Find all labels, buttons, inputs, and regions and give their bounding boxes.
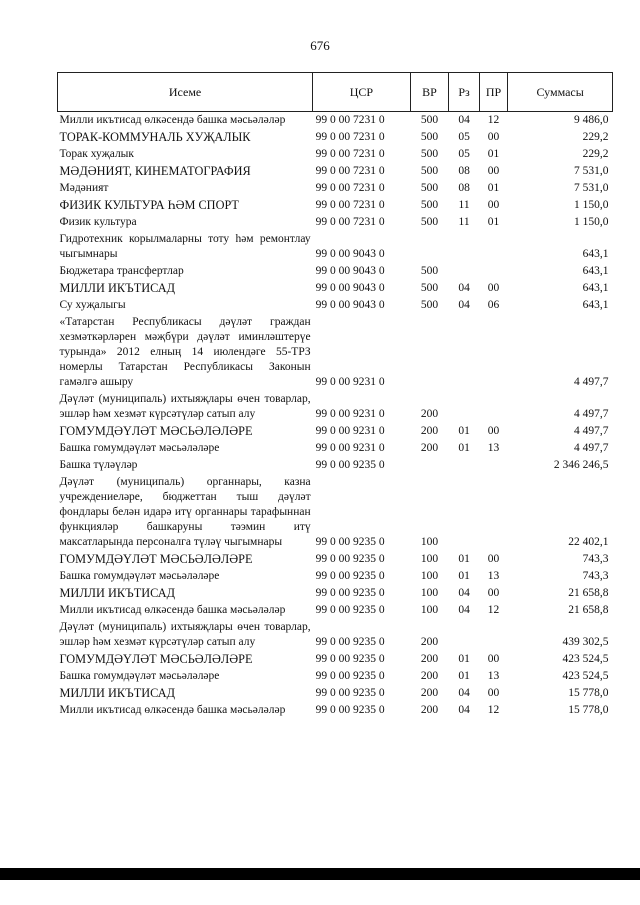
- table-row: [58, 231, 613, 263]
- cell-csr: 99 0 00 9235 0: [315, 553, 385, 565]
- cell-rz: [449, 474, 479, 551]
- cell-csr: 99 0 00 9043 0: [315, 299, 385, 311]
- table-row: [58, 702, 613, 719]
- cell-vr: 100: [420, 604, 439, 616]
- table-row: [58, 619, 613, 651]
- cell-name: Башка гомумдәүләт мәсьәләләре: [59, 570, 220, 582]
- cell-vr: 500: [420, 199, 439, 211]
- table-row: [58, 263, 613, 280]
- cell-vr: 100: [420, 570, 439, 582]
- cell-pr: 13: [487, 570, 500, 582]
- cell-name: ГОМУМДӘҮЛӘТ МӘСЬӘЛӘЛӘРЕ: [59, 652, 253, 666]
- cell-vr: [410, 314, 449, 391]
- cell-name: Су хуҗалыгы: [59, 299, 126, 311]
- cell-vr: 100: [420, 587, 439, 599]
- table-row: [58, 297, 613, 314]
- cell-csr: 99 0 00 7231 0: [315, 182, 385, 194]
- cell-sum: 1 150,0: [574, 216, 609, 228]
- page-number: 676: [310, 38, 330, 53]
- cell-rz: 08: [458, 182, 470, 194]
- cell-csr: 99 0 00 9235 0: [315, 704, 385, 716]
- table-row: [58, 474, 613, 551]
- cell-sum: 229,2: [582, 131, 609, 143]
- cell-csr: 99 0 00 7231 0: [315, 131, 385, 143]
- cell-csr: 99 0 00 9043 0: [315, 265, 385, 277]
- cell-vr: 500: [420, 165, 439, 177]
- cell-vr: 500: [420, 282, 439, 294]
- cell-name: ФИЗИК КУЛЬТУРА ҺӘМ СПОРТ: [59, 198, 239, 212]
- budget-table: [57, 72, 613, 719]
- cell-csr: 99 0 00 9235 0: [315, 459, 385, 471]
- header-name: Исеме: [58, 73, 313, 112]
- table-row: [58, 180, 613, 197]
- cell-vr: 200: [420, 653, 439, 665]
- cell-csr: 99 0 00 9235 0: [315, 570, 385, 582]
- cell-sum: 21 658,8: [568, 604, 609, 616]
- table-row: [58, 457, 613, 474]
- cell-rz: [449, 619, 479, 651]
- cell-name: ГОМУМДӘҮЛӘТ МӘСЬӘЛӘЛӘРЕ: [59, 552, 253, 566]
- cell-pr: 00: [487, 282, 500, 294]
- cell-name: Дәүләт (муниципаль) ихтыяҗлары өчен товарлар, эшләр һәм хезмәт күрсәтүләр сатып алу: [59, 621, 311, 648]
- cell-csr: 99 0 00 9235 0: [315, 670, 385, 682]
- cell-vr: 200: [420, 636, 439, 648]
- cell-rz: 11: [458, 216, 470, 228]
- cell-pr: 00: [487, 653, 500, 665]
- cell-sum: 423 524,5: [562, 670, 609, 682]
- cell-csr: 99 0 00 9231 0: [315, 408, 385, 420]
- cell-rz: 04: [458, 282, 470, 294]
- cell-name: МИЛЛИ ИКЪТИСАД: [59, 686, 175, 700]
- cell-csr: 99 0 00 9235 0: [315, 653, 385, 665]
- cell-sum: 743,3: [582, 553, 609, 565]
- cell-vr: 200: [420, 442, 439, 454]
- cell-sum: 7 531,0: [574, 182, 609, 194]
- cell-name: Дәүләт (муниципаль) ихтыяҗлары өчен товарлар, эшләр һәм хезмәт күрсәтүләр сатып алу: [59, 393, 311, 420]
- table-row: [58, 391, 613, 423]
- cell-sum: 4 497,7: [574, 425, 609, 437]
- table-row: [58, 602, 613, 619]
- cell-sum: 22 402,1: [568, 536, 609, 548]
- cell-pr: 00: [487, 587, 500, 599]
- cell-name: Бюджетара трансфертлар: [59, 265, 184, 277]
- cell-pr: 00: [487, 425, 500, 437]
- cell-sum: 21 658,8: [568, 587, 609, 599]
- cell-vr: 100: [420, 553, 439, 565]
- cell-rz: 11: [458, 199, 470, 211]
- cell-name: ТОРАК-КОММУНАЛЬ ХУҖАЛЫК: [59, 130, 251, 144]
- cell-vr: 500: [420, 131, 439, 143]
- cell-rz: [449, 314, 479, 391]
- cell-csr: 99 0 00 7231 0: [315, 216, 385, 228]
- header-vr: ВР: [410, 73, 449, 112]
- cell-csr: 99 0 00 9231 0: [315, 425, 385, 437]
- cell-name: МИЛЛИ ИКЪТИСАД: [59, 586, 175, 600]
- table-row: [58, 440, 613, 457]
- cell-name: Башка гомумдәүләт мәсьәләләре: [59, 670, 220, 682]
- cell-sum: 4 497,7: [574, 442, 609, 454]
- cell-pr: 12: [487, 704, 500, 716]
- cell-sum: 15 778,0: [568, 687, 609, 699]
- table-row: [58, 214, 613, 231]
- cell-csr: 99 0 00 7231 0: [315, 165, 385, 177]
- cell-rz: 04: [458, 704, 470, 716]
- cell-vr: 200: [420, 408, 439, 420]
- cell-rz: 04: [458, 687, 470, 699]
- cell-pr: 12: [487, 604, 500, 616]
- cell-rz: [449, 391, 479, 423]
- cell-sum: 643,1: [582, 299, 609, 311]
- cell-name: Дәүләт (муниципаль) органнары, казна учреждениеләре, бюджеттан тыш дәүләт фондлары белән идарә итү органнары тарафыннан функцияләр башкаруны тәэмин итү максатларында персоналга түләү чыгымнары: [59, 476, 311, 548]
- cell-pr: [479, 457, 507, 474]
- cell-sum: 643,1: [582, 265, 609, 277]
- cell-pr: 13: [487, 442, 500, 454]
- cell-pr: [479, 391, 507, 423]
- cell-sum: 743,3: [582, 570, 609, 582]
- table-header: [58, 73, 613, 112]
- cell-vr: 500: [420, 114, 439, 126]
- cell-csr: 99 0 00 9235 0: [315, 536, 385, 548]
- cell-sum: 1 150,0: [574, 199, 609, 211]
- cell-pr: [479, 474, 507, 551]
- cell-name: Башка гомумдәүләт мәсьәләләре: [59, 442, 220, 454]
- cell-name: Гидротехник корылмаларны тоту һәм ремонтлау чыгымнары: [59, 233, 311, 260]
- cell-name: Торак хуҗалык: [59, 148, 134, 160]
- cell-pr: 12: [487, 114, 500, 126]
- cell-vr: 100: [420, 536, 439, 548]
- cell-rz: 04: [458, 114, 470, 126]
- table-row: [58, 146, 613, 163]
- cell-sum: 643,1: [582, 282, 609, 294]
- cell-vr: [410, 231, 449, 263]
- cell-rz: 01: [458, 442, 470, 454]
- cell-name: МӘДӘНИЯТ, КИНЕМАТОГРАФИЯ: [59, 164, 251, 178]
- cell-pr: 01: [487, 182, 500, 194]
- cell-sum: 229,2: [582, 148, 609, 160]
- cell-vr: 500: [420, 265, 439, 277]
- cell-vr: 500: [420, 182, 439, 194]
- cell-rz: 08: [458, 165, 470, 177]
- table-row: [58, 568, 613, 585]
- table-body: [58, 112, 613, 720]
- header-pr: ПР: [479, 73, 507, 112]
- header-sum: Суммасы: [508, 73, 613, 112]
- cell-name: Милли икътисад өлкәсендә башка мәсьәләләр: [59, 604, 286, 616]
- table-row: [58, 668, 613, 685]
- cell-csr: 99 0 00 9043 0: [315, 248, 385, 260]
- cell-pr: [479, 263, 507, 280]
- cell-sum: 4 497,7: [574, 376, 609, 388]
- cell-vr: 200: [420, 425, 439, 437]
- cell-rz: [449, 457, 479, 474]
- cell-pr: [479, 231, 507, 263]
- cell-csr: 99 0 00 9231 0: [315, 442, 385, 454]
- cell-vr: 500: [420, 299, 439, 311]
- cell-csr: 99 0 00 9043 0: [315, 282, 385, 294]
- table-row: [58, 423, 613, 440]
- cell-rz: 04: [458, 604, 470, 616]
- cell-vr: 200: [420, 670, 439, 682]
- cell-pr: 01: [487, 148, 500, 160]
- cell-pr: 00: [487, 199, 500, 211]
- cell-vr: 200: [420, 704, 439, 716]
- table-row: [58, 112, 613, 130]
- cell-rz: 04: [458, 587, 470, 599]
- table-row: [58, 197, 613, 214]
- cell-rz: [449, 231, 479, 263]
- cell-rz: 01: [458, 425, 470, 437]
- cell-sum: 423 524,5: [562, 653, 609, 665]
- table-row: [58, 314, 613, 391]
- cell-sum: 2 346 246,5: [553, 459, 609, 471]
- table-row: [58, 685, 613, 702]
- cell-name: МИЛЛИ ИКЪТИСАД: [59, 281, 175, 295]
- cell-rz: 04: [458, 299, 470, 311]
- scan-edge-bar: [0, 868, 640, 880]
- cell-pr: 00: [487, 553, 500, 565]
- cell-sum: 439 302,5: [562, 636, 609, 648]
- cell-rz: 01: [458, 570, 470, 582]
- cell-name: Милли икътисад өлкәсендә башка мәсьәләләр: [59, 114, 286, 126]
- cell-rz: 01: [458, 553, 470, 565]
- header-rz: Рз: [449, 73, 479, 112]
- cell-name: ГОМУМДӘҮЛӘТ МӘСЬӘЛӘЛӘРЕ: [59, 424, 253, 438]
- header-row: [58, 73, 613, 112]
- cell-name: «Татарстан Республикасы дәүләт граждан хезмәткәрләрен мәҗбүри дәүләт иминләштерүе турында» 2012 елның 14 июлендәге 55-ТРЗ номерлы Татарстан Республикасы Законын гамәлгә ашыру: [59, 316, 311, 388]
- cell-vr: 200: [420, 687, 439, 699]
- cell-csr: 99 0 00 7231 0: [315, 114, 385, 126]
- cell-name: Мәдәният: [59, 182, 109, 194]
- cell-rz: 05: [458, 131, 470, 143]
- cell-name: Башка түләүләр: [59, 459, 138, 471]
- cell-vr: [410, 457, 449, 474]
- table-row: [58, 585, 613, 602]
- cell-name: Физик культура: [59, 216, 137, 228]
- table-row: [58, 129, 613, 146]
- cell-sum: 15 778,0: [568, 704, 609, 716]
- cell-csr: 99 0 00 9235 0: [315, 604, 385, 616]
- header-csr: ЦСР: [313, 73, 411, 112]
- table-row: [58, 280, 613, 297]
- cell-rz: 05: [458, 148, 470, 160]
- cell-rz: 01: [458, 653, 470, 665]
- cell-csr: 99 0 00 9235 0: [315, 636, 385, 648]
- cell-csr: 99 0 00 9235 0: [315, 587, 385, 599]
- cell-vr: 500: [420, 148, 439, 160]
- cell-pr: 01: [487, 216, 500, 228]
- table-row: [58, 651, 613, 668]
- table-row: [58, 551, 613, 568]
- cell-pr: 00: [487, 165, 500, 177]
- cell-pr: 00: [487, 131, 500, 143]
- cell-sum: 4 497,7: [574, 408, 609, 420]
- cell-pr: [479, 314, 507, 391]
- cell-pr: 00: [487, 687, 500, 699]
- cell-csr: 99 0 00 7231 0: [315, 148, 385, 160]
- cell-pr: 13: [487, 670, 500, 682]
- cell-csr: 99 0 00 7231 0: [315, 199, 385, 211]
- cell-vr: 500: [420, 216, 439, 228]
- cell-sum: 643,1: [582, 248, 609, 260]
- cell-csr: 99 0 00 9231 0: [315, 376, 385, 388]
- cell-name: Милли икътисад өлкәсендә башка мәсьәләләр: [59, 704, 286, 716]
- cell-sum: 9 486,0: [574, 114, 609, 126]
- table-row: [58, 163, 613, 180]
- cell-pr: [479, 619, 507, 651]
- cell-sum: 7 531,0: [574, 165, 609, 177]
- cell-pr: 06: [487, 299, 500, 311]
- cell-rz: [449, 263, 479, 280]
- cell-rz: 01: [458, 670, 470, 682]
- cell-csr: 99 0 00 9235 0: [315, 687, 385, 699]
